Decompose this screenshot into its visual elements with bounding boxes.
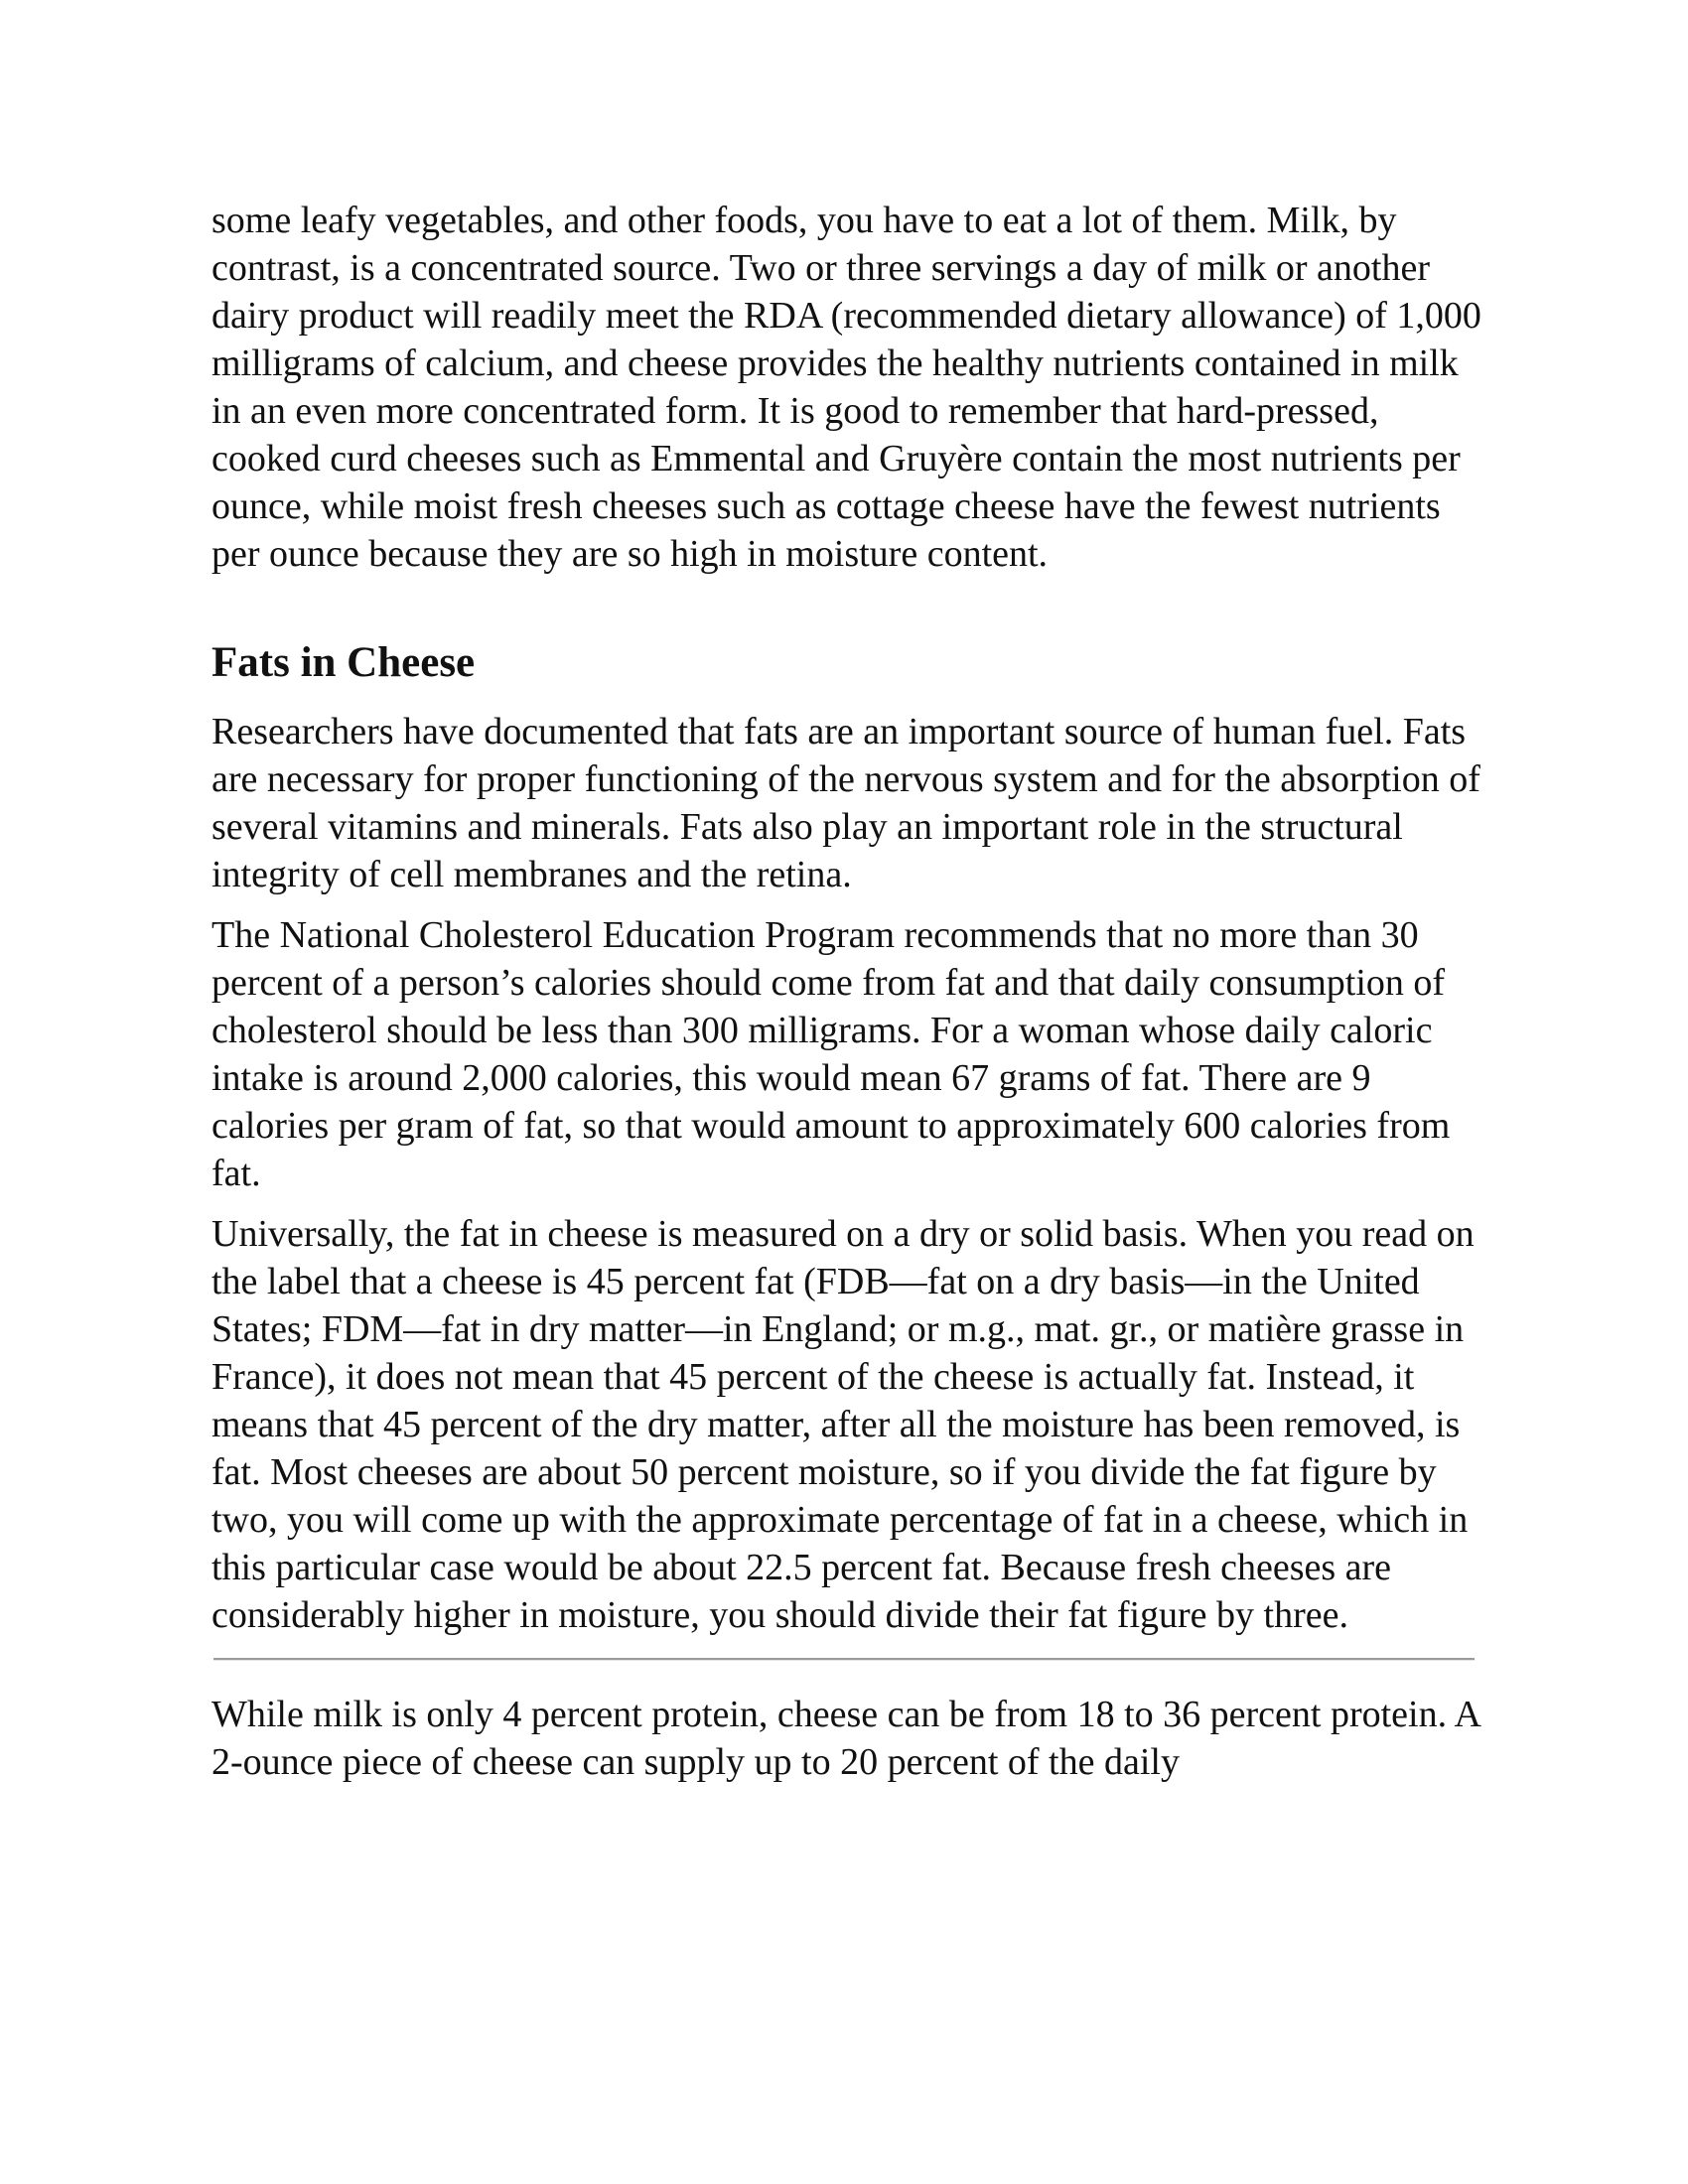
section-heading: Fats in Cheese xyxy=(211,639,476,686)
intro-paragraph: some leafy vegetables, and other foods, you have to eat a lot of them. Milk, by contrast, is a concentrated source. Two or three servings a day of milk or another dairy product will readily meet the RDA (recommended dietary allowance) of 1,000 milligrams of calcium, and cheese provides the healthy nutrients contained in milk in an even more concentrated form. It is good to remember that hard-pressed, cooked curd cheeses such as Emmental and Gruyère contain the most nutrients per ounce, while moist fresh cheeses such as cottage cheese have the fewest nutrients per ounce because they are so high in moisture content. xyxy=(211,200,1481,575)
horizontal-divider xyxy=(213,1658,1475,1661)
body-paragraph: The National Cholesterol Education Program recommends that no more than 30 percent of a person’s calories should come from fat and that daily consumption of cholesterol should be less than 300 milligrams. For a woman whose daily caloric intake is around 2,000 calories, this would mean 67 grams of fat. There are 9 calories per gram of fat, so that would amount to approximately 600 calories from fat. xyxy=(211,914,1451,1194)
continuation-paragraph: While milk is only 4 percent protein, cheese can be from 18 to 36 percent protein. A 2-ounce piece of cheese can supply up to 20 percent of the daily xyxy=(211,1694,1479,1783)
body-paragraph: Universally, the fat in cheese is measured on a dry or solid basis. When you read on the label that a cheese is 45 percent fat (FDB—fat on a dry basis—in the United States; FDM—fat in dry matter—in England; or m.g., mat. gr., or matière grasse in France), it does not mean that 45 percent of the cheese is actually fat. Instead, it means that 45 percent of the dry matter, after all the moisture has been removed, is fat. Most cheeses are about 50 percent moisture, so if you divide the fat figure by two, you will come up with the approximate percentage of fat in a cheese, which in this particular case would be about 22.5 percent fat. Because fresh cheeses are considerably higher in moisture, you should divide their fat figure by three. xyxy=(211,1213,1475,1636)
document-page xyxy=(211,197,1492,1799)
body-paragraph: Researchers have documented that fats are an important source of human fuel. Fats are necessary for proper functioning of the nervous system and for the absorption of several vitamins and minerals. Fats also play an important role in the structural integrity of cell membranes and the retina. xyxy=(211,711,1480,895)
